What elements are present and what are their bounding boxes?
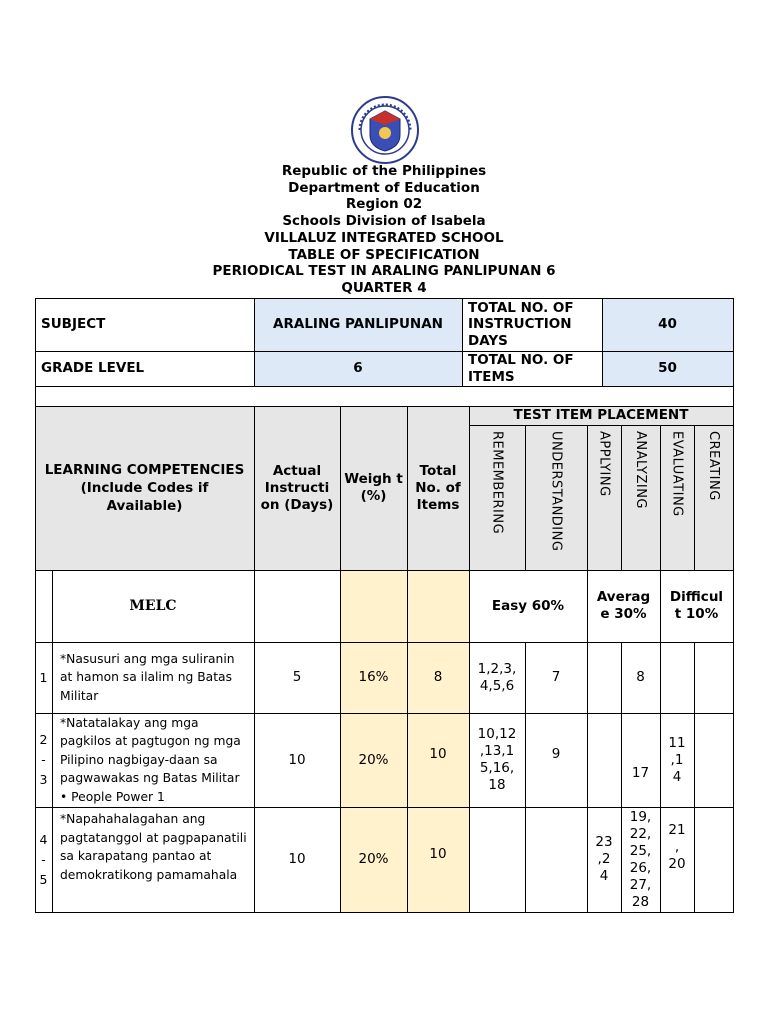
test-item-placement-header: TEST ITEM PLACEMENT [513, 407, 689, 423]
evaluating-cell: 21 , 20 [668, 821, 686, 872]
days-value: 40 [602, 298, 733, 351]
items-cell: 10 [429, 845, 447, 862]
weight-cell: 20% [358, 751, 389, 768]
subject-value: ARALING PANLIPUNAN [254, 298, 462, 351]
level-understanding: UNDERSTANDING [548, 431, 564, 552]
days-cell: 10 [288, 851, 306, 867]
weight-cell: 16% [358, 669, 389, 685]
competency-text: *Napahahalagahan ang pagtatanggol at pagpapanatili sa karapatang pantao at demokratikong pamamahala [60, 812, 247, 882]
level-evaluating: EVALUATING [669, 431, 685, 517]
items-label: TOTAL NO. OF ITEMS [468, 352, 574, 385]
subject-label: SUBJECT [41, 316, 106, 332]
analyzing-cell: 19, 22, 25, 26, 27, 28 [629, 808, 652, 910]
understanding-cell: 9 [551, 745, 561, 762]
row-number: 1 [39, 670, 48, 685]
melc-label: MELC [129, 597, 177, 614]
analyzing-cell: 8 [636, 669, 645, 685]
understanding-cell: 7 [551, 669, 561, 685]
days-cell: 5 [292, 669, 302, 685]
row-number: 2 - 3 [39, 732, 48, 787]
applying-cell: 23 ,2 4 [595, 834, 613, 884]
weight-header: Weigh t (%) [344, 471, 403, 504]
days-label: TOTAL NO. OF INSTRUCTION DAYS [468, 299, 574, 349]
level-creating: CREATING [706, 431, 721, 501]
header-line-test: PERIODICAL TEST IN ARALING PANLIPUNAN 6 [212, 263, 556, 280]
header-line-region: Region 02 [345, 196, 423, 213]
level-remembering: REMEMBERING [489, 431, 505, 535]
level-analyzing: ANALYZING [633, 431, 648, 510]
analyzing-cell: 17 [631, 765, 650, 781]
level-applying: APPLYING [596, 431, 612, 497]
competencies-header: LEARNING COMPETENCIES (Include Codes if Available) [44, 462, 245, 514]
header-line-republic: Republic of the Philippines [281, 163, 487, 179]
header-line-tos: TABLE OF SPECIFICATION [288, 246, 480, 263]
remembering-cell: 1,2,3, 4,5,6 [477, 660, 517, 694]
difficulty-average: Averag e 30% [596, 589, 651, 622]
items-cell: 10 [429, 745, 447, 762]
difficulty-easy: Easy 60% [491, 597, 565, 614]
difficulty-difficult: Difficul t 10% [669, 589, 724, 622]
items-cell: 8 [433, 669, 443, 685]
remembering-cell: 10,12 ,13,1 5,16, 18 [477, 726, 517, 793]
total-items-header: Total No. of Items [415, 462, 461, 513]
row-number: 4 - 5 [39, 831, 48, 887]
items-value: 50 [602, 351, 733, 386]
actual-days-header: Actual Instructi on (Days) [260, 462, 334, 513]
competency-text: *Nasusuri ang mga suliranin at hamon sa ilalim ng Batas Militar [60, 651, 235, 703]
evaluating-cell: 11 ,1 4 [668, 734, 686, 785]
days-cell: 10 [288, 751, 306, 768]
header-line-department: Department of Education [288, 179, 480, 196]
grade-value: 6 [254, 351, 462, 386]
header-line-division: Schools Division of Isabela [282, 213, 486, 230]
weight-cell: 20% [358, 851, 389, 867]
competency-text: *Natatalakay ang mga pagkilos at pagtugon ng mga Pilipino nagbigay-daan sa pagwawakas ng Batas Militar • People Power 1 [60, 715, 241, 804]
grade-label: GRADE LEVEL [41, 360, 145, 376]
header-line-quarter: QUARTER 4 [341, 279, 427, 296]
header-line-school: VILLALUZ INTEGRATED SCHOOL [264, 229, 504, 246]
